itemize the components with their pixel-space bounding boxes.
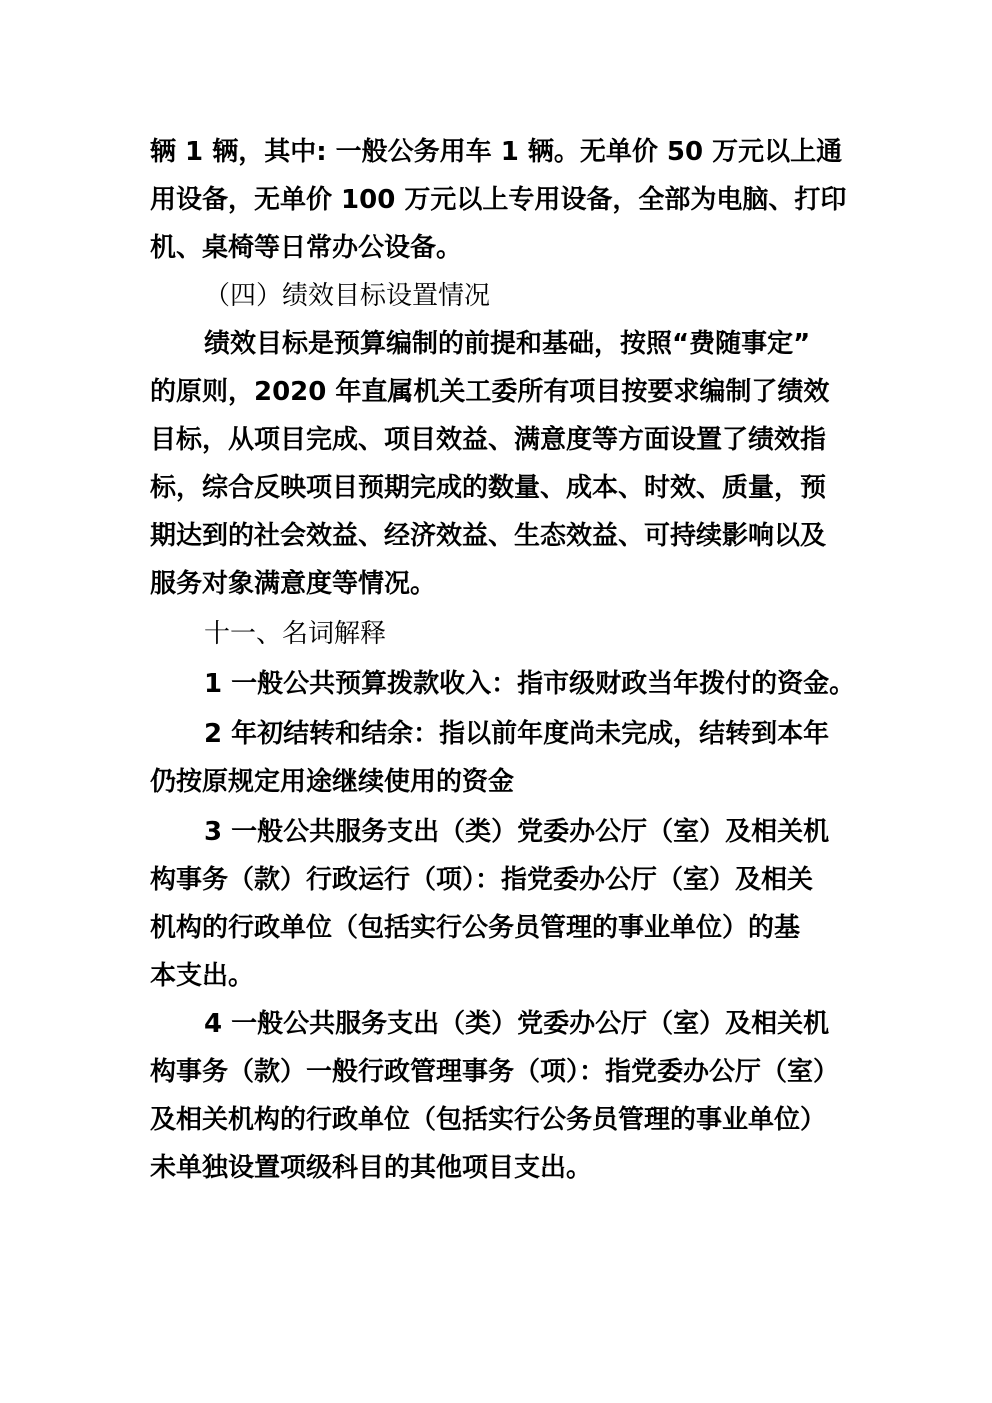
text-line-16: 构事务（款）行政运行（项）：指党委办公厅（室）及相关 — [150, 865, 814, 895]
text-line-13: 2 年初结转和结余：指以前年度尚未完成，结转到本年 — [204, 719, 830, 749]
text-line-20: 构事务（款）一般行政管理事务（项）：指党委办公厅（室） — [150, 1057, 840, 1087]
text-line-15: 3 一般公共服务支出（类）党委办公厅（室）及相关机 — [204, 817, 830, 847]
text-line-2: 用设备，无单价 100 万元以上专用设备，全部为电脑、打印 — [150, 185, 847, 215]
text-line-12: 1 一般公共预算拨款收入：指市级财政当年拨付的资金。 — [204, 669, 856, 699]
text-line-18: 本支出。 — [150, 961, 255, 991]
text-line-1: 辆 1 辆，其中: 一般公务用车 1 辆。无单价 50 万元以上通 — [150, 137, 843, 167]
text-line-8: 标，综合反映项目预期完成的数量、成本、时效、质量，预 — [150, 473, 827, 503]
text-line-22: 未单独设置项级科目的其他项目支出。 — [150, 1153, 593, 1183]
text-line-9: 期达到的社会效益、经济效益、生态效益、可持续影响以及 — [150, 521, 827, 551]
section-heading-glossary: 十一、名词解释 — [204, 619, 387, 649]
text-line-14: 仍按原规定用途继续使用的资金 — [150, 767, 515, 797]
text-line-17: 机构的行政单位（包括实行公务员管理的事业单位）的基 — [150, 913, 801, 943]
text-line-5: 绩效目标是预算编制的前提和基础，按照“费随事定” — [204, 329, 811, 359]
text-line-19: 4 一般公共服务支出（类）党委办公厅（室）及相关机 — [204, 1009, 830, 1039]
text-line-10: 服务对象满意度等情况。 — [150, 569, 437, 599]
section-heading-performance: （四）绩效目标设置情况 — [204, 281, 491, 311]
text-line-3: 机、桌椅等日常办公设备。 — [150, 233, 463, 263]
text-line-6: 的原则，2020 年直属机关工委所有项目按要求编制了绩效 — [150, 377, 830, 407]
text-line-21: 及相关机构的行政单位（包括实行公务员管理的事业单位） — [150, 1105, 827, 1135]
text-line-7: 目标，从项目完成、项目效益、满意度等方面设置了绩效指 — [150, 425, 827, 455]
